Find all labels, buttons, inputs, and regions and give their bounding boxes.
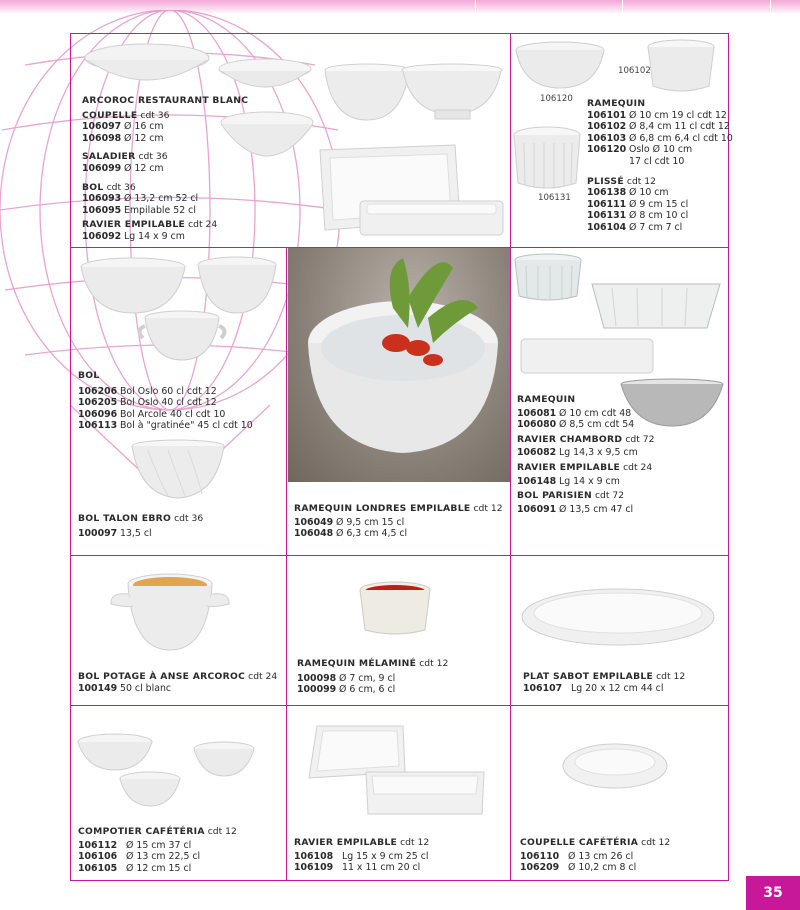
product-desc: Ø 10 cm xyxy=(629,187,669,199)
product-ref: 106080 xyxy=(517,419,557,431)
group-cdt: cdt 12 xyxy=(656,671,686,682)
group-cdt: cdt 24 xyxy=(188,219,218,231)
product-desc: Ø 8 cm 10 cl xyxy=(629,210,689,222)
product-desc: Oslo Ø 10 cm xyxy=(629,144,693,156)
product-desc: Ø 7 cm, 9 cl xyxy=(339,672,396,684)
product-desc: Ø 13,2 cm 52 cl xyxy=(124,193,199,205)
ravier-bottom-block xyxy=(294,837,429,874)
ravier-empilable-image xyxy=(357,198,507,240)
bol-oslo-image xyxy=(78,255,188,315)
sabot-block xyxy=(523,671,685,694)
melamine-block xyxy=(297,658,448,696)
product-desc: Lg 14 x 9 cm xyxy=(124,230,185,242)
group-title: BOL xyxy=(78,370,100,381)
product-desc: Lg 14,3 x 9,5 cm xyxy=(559,447,638,459)
product-desc: Ø 10 cm 19 cl cdt 12 xyxy=(629,109,727,121)
ramequin-top-block xyxy=(587,98,733,234)
product-ref: 106091 xyxy=(517,503,557,515)
product-ref: 106106 xyxy=(78,851,118,863)
bol-image xyxy=(322,62,412,122)
group-cdt: cdt 12 xyxy=(473,503,503,514)
group-cdt: cdt 12 xyxy=(400,837,430,848)
product-ref: 106111 xyxy=(587,198,627,210)
product-desc: 11 x 11 cm 20 cl xyxy=(342,862,421,874)
product-desc: Ø 7 cm 7 cl xyxy=(629,221,683,233)
product-desc: Ø 12 cm xyxy=(124,162,164,174)
group-cdt: cdt 12 xyxy=(626,175,656,187)
ravier-rect-image xyxy=(360,768,490,820)
bol-potage-anse-image xyxy=(105,568,235,656)
right-mid-block xyxy=(517,394,654,515)
product-desc: Ø 8,5 cm cdt 54 xyxy=(559,419,635,431)
header-divider xyxy=(770,0,771,12)
product-ref: 100099 xyxy=(297,684,337,696)
grid-line xyxy=(286,247,287,881)
ravier-chambord-image xyxy=(582,278,727,333)
group-title: BOL xyxy=(82,181,104,193)
ramequin-image xyxy=(645,38,717,94)
ramequin-verre-image xyxy=(512,252,584,304)
group-cdt: cdt 12 xyxy=(419,658,449,669)
product-ref: 100149 xyxy=(78,682,118,694)
ramequin-londres-photo xyxy=(288,248,510,482)
product-desc: Ø 15 cm 37 cl xyxy=(126,839,192,851)
group-cdt: cdt 36 xyxy=(174,513,204,524)
product-desc: 50 cl blanc xyxy=(120,682,172,694)
bol-talon-block xyxy=(78,513,203,539)
group-cdt: cdt 24 xyxy=(623,461,653,473)
arcoroc-block xyxy=(82,95,248,243)
product-ref: 106131 xyxy=(587,210,627,222)
group-title: RAMEQUIN xyxy=(587,98,646,109)
product-ref: 106205 xyxy=(78,397,118,409)
grid-line xyxy=(70,555,729,556)
group-cdt: cdt 12 xyxy=(641,837,671,848)
product-desc: Bol Oslo 40 cl cdt 12 xyxy=(120,397,217,409)
group-title: BOL PARISIEN xyxy=(517,490,592,502)
product-desc: Ø 6,8 cm 6,4 cl cdt 10 xyxy=(629,132,733,144)
product-ref: 106092 xyxy=(82,230,122,242)
image-ref-label: 106120 xyxy=(540,94,573,104)
product-ref: 106112 xyxy=(78,839,118,851)
group-title: RAVIER EMPILABLE xyxy=(82,219,186,231)
group-title: RAMEQUIN MÉLAMINÉ xyxy=(297,658,417,669)
product-desc: Ø 6 cm, 6 cl xyxy=(339,684,396,696)
image-ref-label: 106131 xyxy=(538,193,571,203)
product-ref: 100097 xyxy=(78,527,118,539)
ramequin-oslo-image xyxy=(513,40,608,92)
product-desc: Bol à "gratinée" 45 cl cdt 10 xyxy=(120,420,253,432)
group-title: BOL POTAGE À ANSE ARCOROC xyxy=(78,671,246,682)
ramequin-melamine-image xyxy=(355,580,435,638)
product-desc: Ø 8,4 cm 11 cl cdt 12 xyxy=(629,121,730,133)
group-cdt: cdt 72 xyxy=(625,433,655,445)
product-desc: Ø 16 cm xyxy=(124,121,164,133)
group-title: RAVIER CHAMBORD xyxy=(517,433,623,445)
group-cdt: cdt 36 xyxy=(106,181,136,193)
product-desc: Ø 13,5 cm 47 cl xyxy=(559,503,634,515)
product-desc: Empilable 52 cl xyxy=(124,204,196,216)
group-cdt: cdt 12 xyxy=(207,826,237,837)
group-cdt: cdt 36 xyxy=(140,109,170,121)
product-ref: 106110 xyxy=(520,850,560,862)
compotier-large-image xyxy=(75,732,155,772)
product-ref: 106098 xyxy=(82,132,122,144)
page-number: 35 xyxy=(746,876,800,910)
product-ref: 106093 xyxy=(82,193,122,205)
group-title: RAVIER EMPILABLE xyxy=(294,837,398,848)
product-desc: Lg 15 x 9 cm 25 cl xyxy=(342,850,429,862)
group-title: RAMEQUIN LONDRES EMPILABLE xyxy=(294,503,471,514)
grid-line xyxy=(510,247,511,881)
product-ref: 106109 xyxy=(294,862,334,874)
product-ref: 106048 xyxy=(294,528,334,540)
compotier-block xyxy=(78,826,237,874)
product-ref: 106104 xyxy=(587,221,627,233)
product-ref: 106081 xyxy=(517,407,557,419)
ramequin-londres-illustration xyxy=(288,248,510,482)
coupelle-small-image xyxy=(215,55,315,100)
product-desc: 17 cl cdt 10 xyxy=(629,155,685,167)
compotier-medium-image xyxy=(192,740,257,778)
product-desc: Bol Arcole 40 cl cdt 10 xyxy=(120,408,226,420)
image-ref-label: 106102 xyxy=(618,66,651,76)
header-divider xyxy=(622,0,623,12)
product-ref: 106082 xyxy=(517,447,557,459)
potage-block xyxy=(78,671,277,694)
coupelle-image xyxy=(82,40,212,95)
product-ref: 106107 xyxy=(523,682,563,694)
product-ref: 106096 xyxy=(78,408,118,420)
ravier-empilable-blanc-image xyxy=(518,336,658,378)
product-desc: Lg 20 x 12 cm 44 cl xyxy=(571,682,664,694)
product-ref: 106103 xyxy=(587,132,627,144)
product-desc: Bol Oslo 60 cl cdt 12 xyxy=(120,385,217,397)
londres-block xyxy=(294,503,503,540)
plat-sabot-image xyxy=(518,585,718,655)
product-ref: 106102 xyxy=(587,121,627,133)
product-ref: 106206 xyxy=(78,385,118,397)
group-title: BOL TALON EBRO xyxy=(78,513,172,524)
product-desc: Ø 13 cm 26 cl xyxy=(568,850,634,862)
section-heading: ARCOROC RESTAURANT BLANC xyxy=(82,95,249,106)
product-desc: Ø 9,5 cm 15 cl xyxy=(336,516,405,528)
product-ref: 106113 xyxy=(78,420,118,432)
grid-line xyxy=(70,705,729,706)
product-desc: Ø 10 cm cdt 48 xyxy=(559,407,632,419)
product-ref: 106101 xyxy=(587,109,627,121)
group-cdt: cdt 24 xyxy=(248,671,278,682)
product-ref xyxy=(587,156,629,168)
product-ref: 106099 xyxy=(82,162,122,174)
header-divider xyxy=(475,0,476,12)
group-cdt: cdt 36 xyxy=(138,151,168,163)
coupelle-cafeteria-block xyxy=(520,837,670,874)
product-desc: Ø 13 cm 22,5 cl xyxy=(126,851,201,863)
product-desc: Ø 9 cm 15 cl xyxy=(629,198,689,210)
product-ref: 106209 xyxy=(520,862,560,874)
group-title: COUPELLE CAFÉTÉRIA xyxy=(520,837,639,848)
group-title: COUPELLE xyxy=(82,109,138,121)
group-title: PLISSÉ xyxy=(587,175,624,187)
product-desc: Ø 12 cm 15 cl xyxy=(126,862,192,874)
compotier-small-image xyxy=(118,770,183,808)
product-ref: 106148 xyxy=(517,475,557,487)
product-desc: Ø 6,3 cm 4,5 cl xyxy=(336,528,408,540)
ramequin-plisse-image xyxy=(510,125,585,193)
coupelle-cafeteria-image xyxy=(560,740,670,805)
product-ref: 106049 xyxy=(294,516,334,528)
bol-empilable-image xyxy=(400,62,505,122)
bol-talon-ebro-image xyxy=(128,438,228,506)
product-ref: 106108 xyxy=(294,850,334,862)
product-ref: 106138 xyxy=(587,187,627,199)
bol-block xyxy=(78,370,253,432)
product-desc: Ø 10,2 cm 8 cl xyxy=(568,862,637,874)
product-desc: 13,5 cl xyxy=(120,527,152,539)
product-ref: 106097 xyxy=(82,121,122,133)
product-ref: 106095 xyxy=(82,204,122,216)
group-title: SALADIER xyxy=(82,151,136,163)
bol-arcole-image xyxy=(195,255,280,315)
group-title: RAMEQUIN xyxy=(517,394,576,405)
product-ref: 106120 xyxy=(587,144,627,156)
group-title: RAVIER EMPILABLE xyxy=(517,461,621,473)
group-title: PLAT SABOT EMPILABLE xyxy=(523,671,654,682)
product-desc: Ø 12 cm xyxy=(124,132,164,144)
group-cdt: cdt 72 xyxy=(594,490,625,502)
group-title: COMPOTIER CAFÉTÉRIA xyxy=(78,826,205,837)
product-ref: 106105 xyxy=(78,862,118,874)
product-ref: 100098 xyxy=(297,672,337,684)
product-desc: Lg 14 x 9 cm xyxy=(559,475,620,487)
bol-gratinee-image xyxy=(135,308,230,363)
